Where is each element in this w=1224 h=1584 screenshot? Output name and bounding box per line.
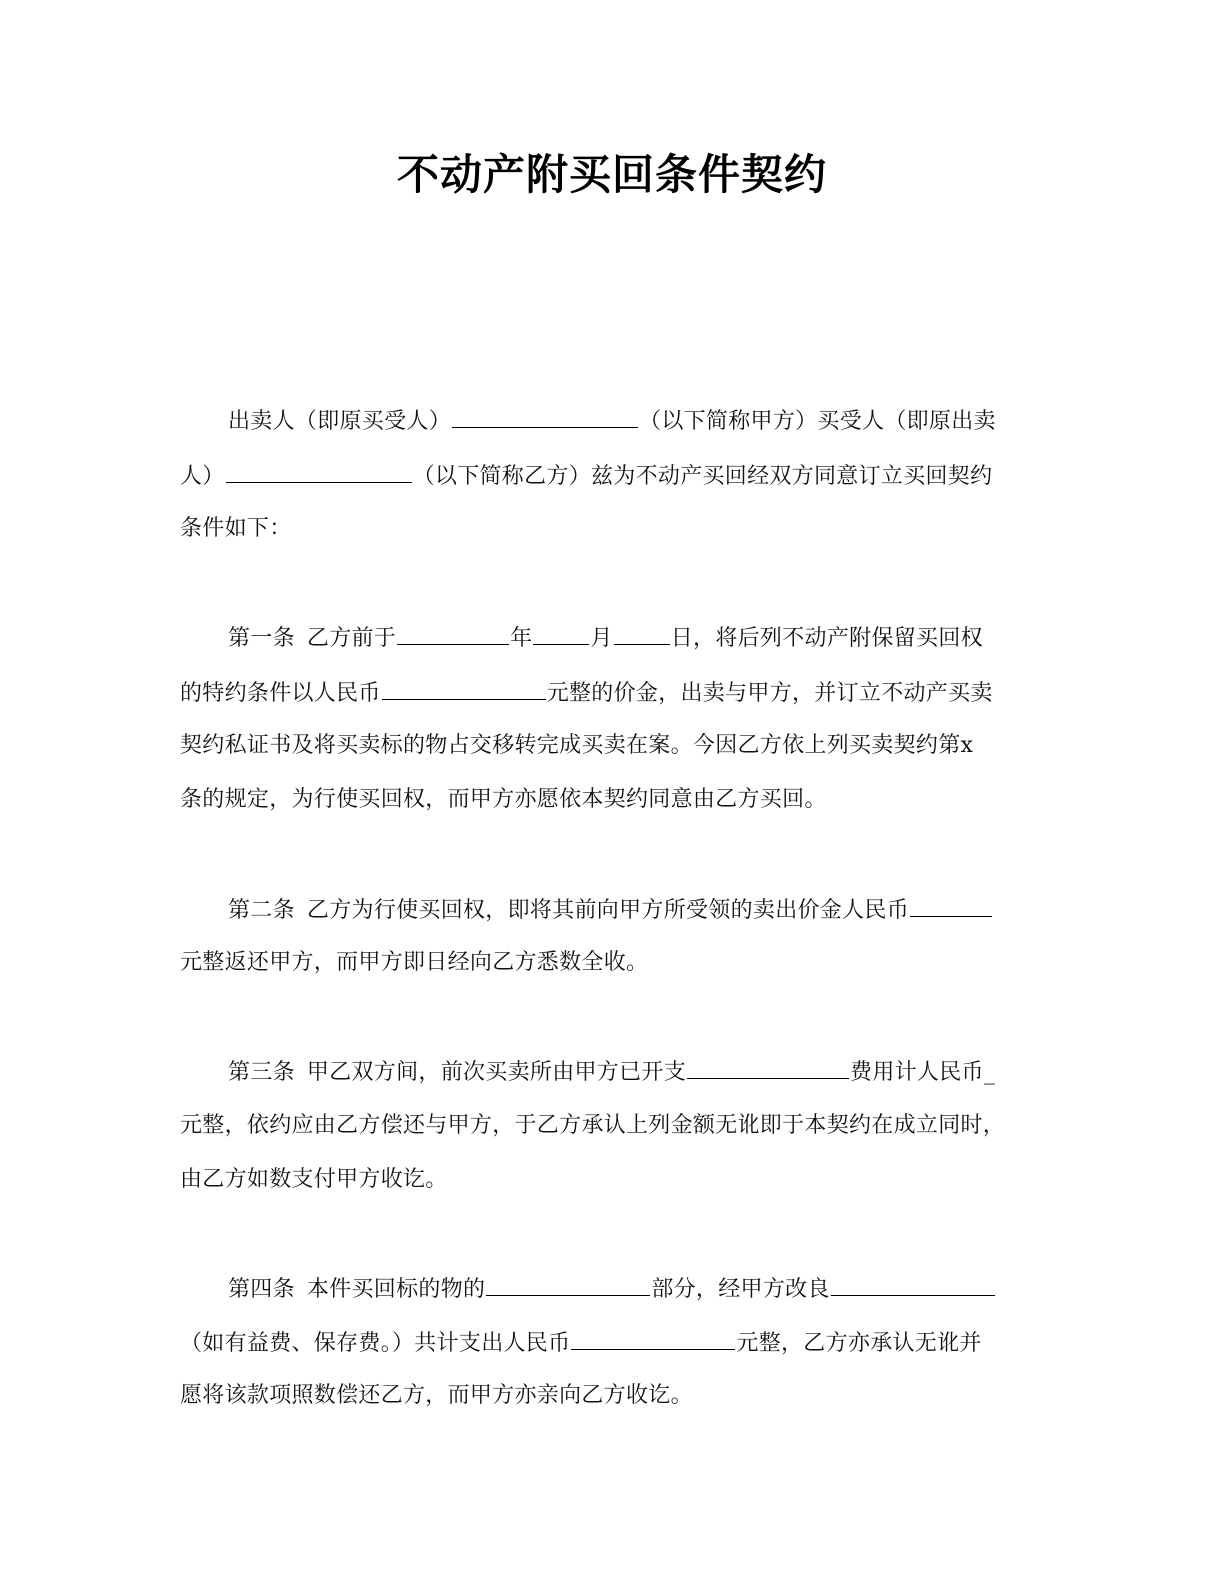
article-3-line-2: 元整，依约应由乙方偿还与甲方，于乙方承认上列金额无讹即于本契约在成立同时， — [180, 1113, 1006, 1138]
intro-text: 出卖人（即原买受人） — [228, 409, 452, 434]
year-blank[interactable] — [397, 622, 509, 645]
improvement-blank[interactable] — [831, 1273, 995, 1296]
article-4-line-2 — [180, 1327, 1050, 1359]
article-text: 年 — [510, 626, 533, 651]
month-blank[interactable] — [533, 622, 589, 645]
intro-line-2 — [180, 460, 1050, 492]
article-1-line-2 — [180, 677, 1050, 709]
article-text: 的特约条件以人民币 — [180, 681, 381, 706]
article-1-line-4: 条的规定，为行使买回权，而甲方亦愿依本契约同意由乙方买回。 — [180, 787, 827, 812]
article-1-line-1 — [228, 622, 1098, 654]
article-text: 元整的价金，出卖与甲方，并订立不动产买卖 — [546, 681, 993, 706]
article-text: （如有益费、保存费。）共计支出人民币 — [180, 1331, 571, 1356]
article-text: 本件买回标的物的 — [306, 1277, 486, 1302]
intro-line-1 — [228, 405, 1098, 437]
article-text: 部分，经甲方改良 — [651, 1277, 830, 1302]
document-title: 不动产附买回条件契约 — [396, 150, 827, 199]
article-4-line-1 — [228, 1273, 1098, 1305]
total-expense-blank[interactable] — [571, 1327, 735, 1350]
article-4-line-3: 愿将该款项照数偿还乙方，而甲方亦亲向乙方收讫。 — [180, 1383, 693, 1408]
seller-name-blank[interactable] — [452, 405, 638, 428]
article-heading: 第三条 — [228, 1060, 295, 1085]
article-3-line-1 — [228, 1056, 1098, 1088]
buyer-name-blank[interactable] — [226, 460, 412, 483]
article-2-line-2: 元整返还甲方，而甲方即日经向乙方悉数全收。 — [180, 950, 649, 975]
intro-text: （以下简称甲方）买受人（即原出卖 — [639, 409, 996, 434]
article-text: 元整，乙方亦承认无讹并 — [736, 1331, 982, 1356]
article-3-line-3: 由乙方如数支付甲方收讫。 — [180, 1167, 448, 1192]
article-text: 乙方前于 — [306, 626, 397, 651]
article-text: 日，将后列不动产附保留买回权 — [670, 626, 983, 651]
article-text: 费用计人民币_ — [850, 1060, 996, 1085]
refund-amount-blank[interactable] — [910, 894, 992, 917]
intro-line-3: 条件如下： — [180, 516, 292, 541]
article-text: 乙方为行使买回权，即将其前向甲方所受领的卖出价金人民币 — [306, 898, 910, 923]
article-heading: 第二条 — [228, 898, 295, 923]
article-heading: 第四条 — [228, 1277, 295, 1302]
article-1-line-3: 契约私证书及将买卖标的物占交移转完成买卖在案。今因乙方依上列买卖契约第x — [180, 733, 974, 758]
price-blank[interactable] — [382, 677, 546, 700]
intro-text: 人） — [180, 464, 225, 489]
property-part-blank[interactable] — [486, 1273, 650, 1296]
article-heading: 第一条 — [228, 626, 295, 651]
article-2-line-1 — [228, 894, 1098, 926]
expense-item-blank[interactable] — [687, 1056, 849, 1079]
intro-text: （以下简称乙方）兹为不动产买回经双方同意订立买回契约 — [412, 464, 993, 489]
article-text: 甲乙双方间，前次买卖所由甲方已开支 — [306, 1060, 687, 1085]
article-text: 月 — [590, 626, 613, 651]
day-blank[interactable] — [614, 622, 670, 645]
